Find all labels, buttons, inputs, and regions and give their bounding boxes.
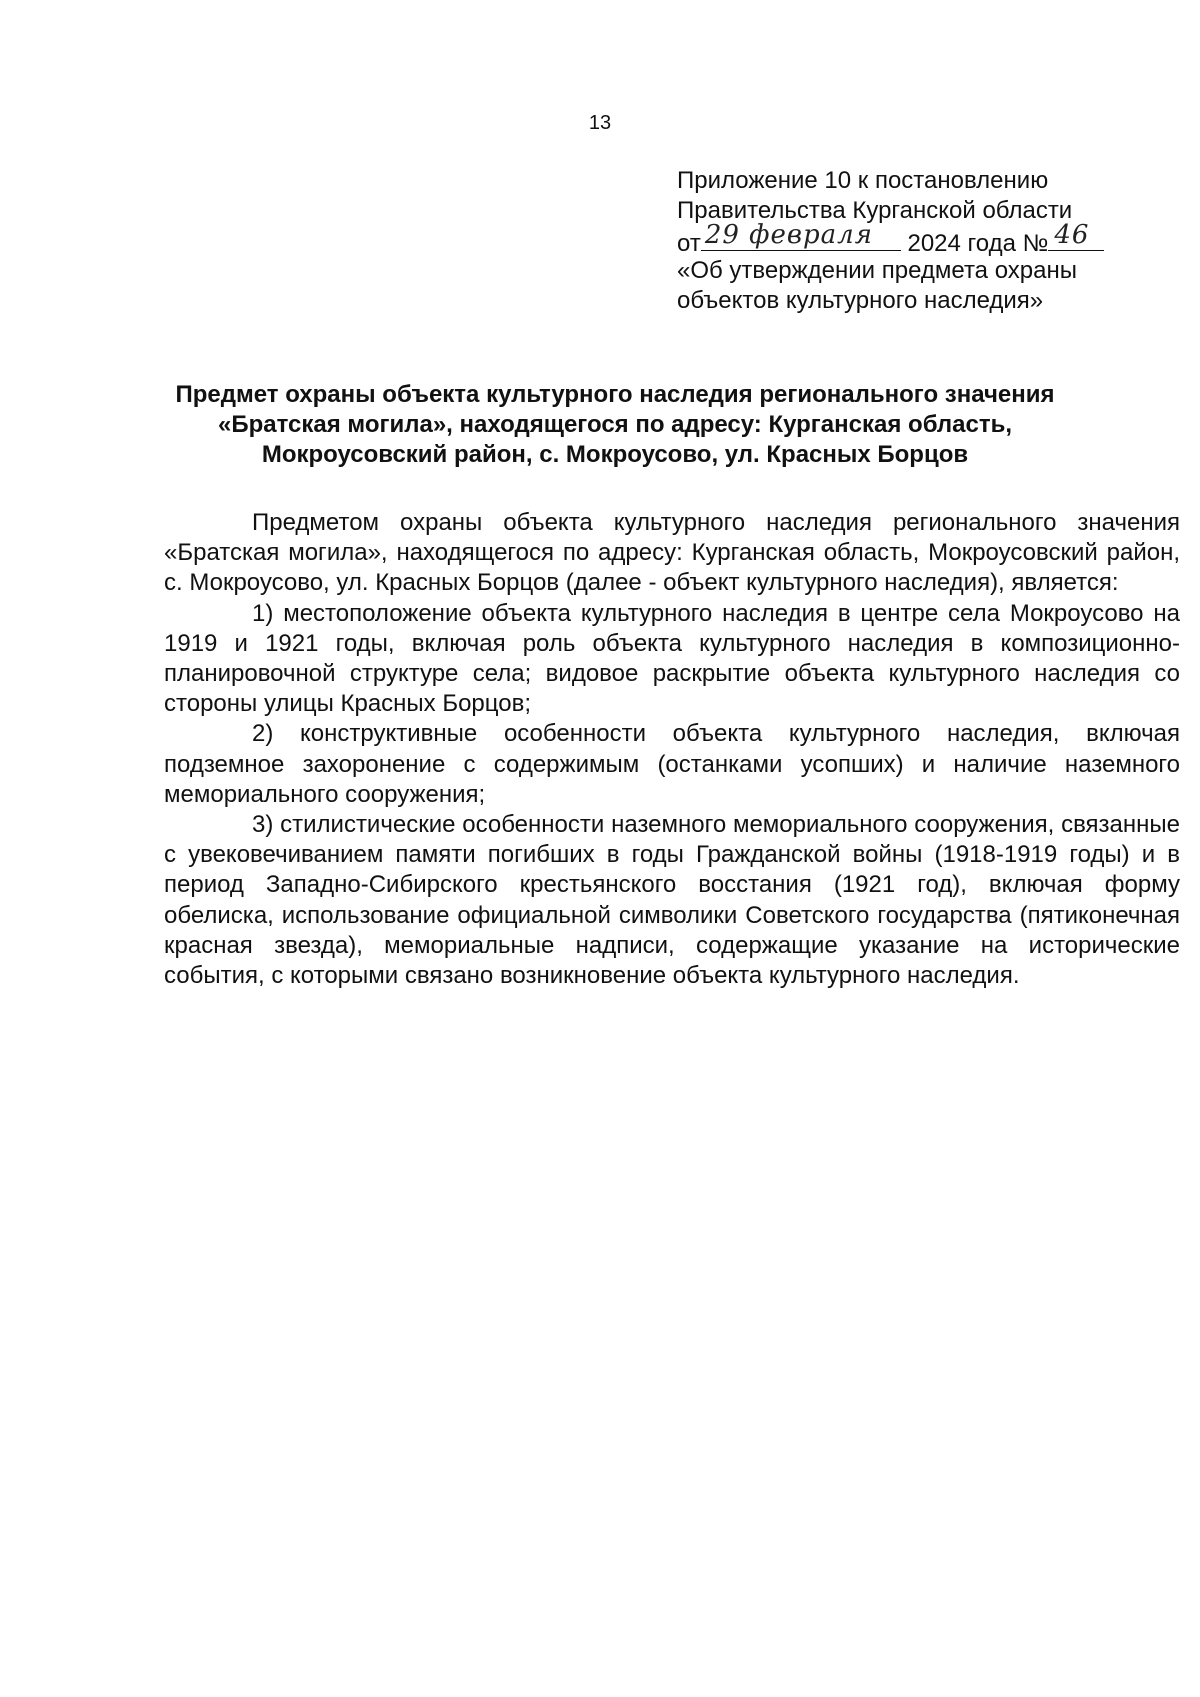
date-prefix: от: [677, 230, 701, 257]
item-2-paragraph: 2) конструктивные особенности объекта культурного наследия, включая подземное захоронение с содержимым (останками усопших) и наличие наземного мемориального сооружения;: [164, 720, 1180, 808]
handwritten-date: 29 февраля: [704, 220, 873, 250]
page-number: 13: [588, 112, 612, 134]
appendix-block: [677, 166, 1104, 316]
appendix-line-4: «Об утверждении предмета охраны: [677, 257, 1077, 284]
number-field: [1048, 220, 1104, 251]
appendix-line-2: Правительства Курганской области: [677, 197, 1073, 224]
appendix-date-line: [677, 220, 1104, 257]
date-field: [701, 220, 901, 251]
intro-paragraph: Предметом охраны объекта культурного наследия регионального значения «Братская могила», находящегося по адресу: Курганская область, Мокроусовский район, с. Мокроусово, ул. Красных Борцов (далее - объект культурного наследия), является:: [164, 509, 1180, 597]
appendix-line-1: Приложение 10 к постановлению: [677, 167, 1049, 194]
document-title: [150, 380, 1080, 470]
item-3-paragraph: 3) стилистические особенности наземного мемориального сооружения, связанные с увековечиванием памяти погибших в годы Гражданской войны (1918-1919 годы) и в период Западно-Сибирского крестьянского восстания (1921 год), включая форму обелиска, использование официальной символики Советского государства (пятиконечная красная звезда), мемориальные надписи, содержащие указание на исторические события, с которыми связано возникновение объекта культурного наследия.: [164, 811, 1180, 990]
handwritten-number: 46: [1054, 220, 1090, 250]
title-line-1: Предмет охраны объекта культурного наследия регионального значения: [175, 381, 1055, 408]
item-1-paragraph: 1) местоположение объекта культурного наследия в центре села Мокроусово на 1919 и 1921 годы, включая роль объекта культурного наследия в композиционно-планировочной структуре села; видовое раскрытие объекта культурного наследия со стороны улицы Красных Борцов;: [164, 599, 1180, 718]
title-line-2: «Братская могила», находящегося по адресу: Курганская область,: [217, 411, 1013, 438]
document-body: [164, 508, 1180, 991]
title-line-3: Мокроусовский район, с. Мокроусово, ул. Красных Борцов: [261, 441, 969, 468]
year-label: 2024 года №: [907, 230, 1049, 257]
appendix-line-5: объектов культурного наследия»: [677, 287, 1044, 314]
